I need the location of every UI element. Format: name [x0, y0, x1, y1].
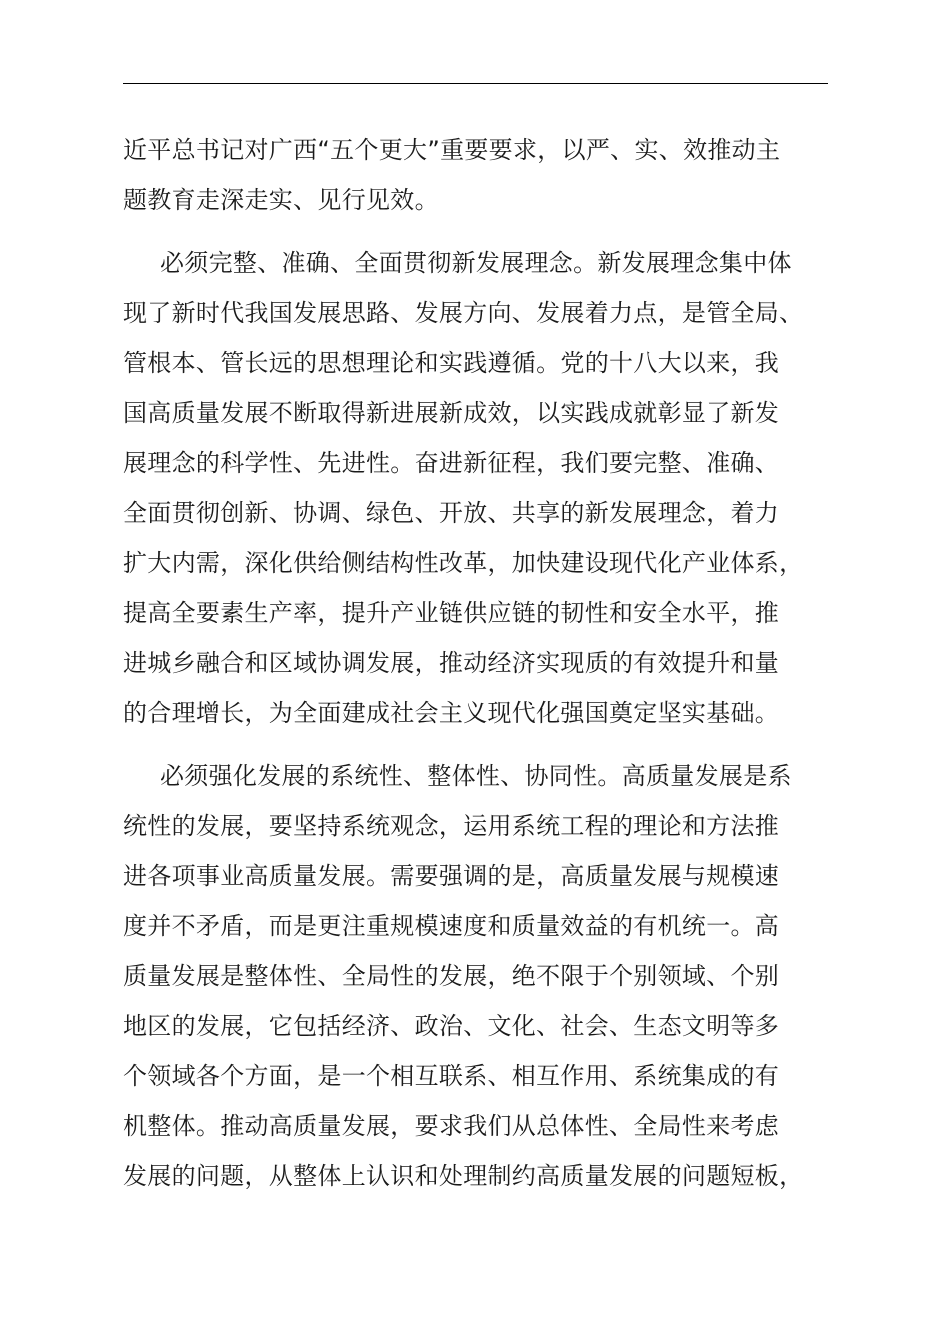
text-line: 近平总书记对广西“五个更大”重要要求，以严、实、效推动主: [123, 136, 781, 164]
text-line: 必须完整、准确、全面贯彻新发展理念。新发展理念集中体: [160, 249, 792, 277]
text-line: 题教育走深走实、见行见效。: [123, 186, 439, 214]
text-line: 度并不矛盾，而是更注重规模速度和质量效益的有机统一。高: [123, 912, 780, 940]
paragraph-gap: [123, 225, 851, 238]
text-line: 扩大内需，深化供给侧结构性改革，加快建设现代化产业体系，: [123, 549, 804, 577]
text-line: 质量发展是整体性、全局性的发展，绝不限于个别领域、个别: [123, 962, 780, 990]
paragraph-2: [123, 238, 851, 738]
text-line: 提高全要素生产率，提升产业链供应链的韧性和安全水平，推: [123, 599, 780, 627]
header-rule: [123, 83, 828, 84]
paragraph-gap: [123, 738, 851, 751]
text-line: 进城乡融合和区域协调发展，推动经济实现质的有效提升和量: [123, 649, 780, 677]
text-line: 统性的发展，要坚持系统观念，运用系统工程的理论和方法推: [123, 812, 780, 840]
text-line: 发展的问题，从整体上认识和处理制约高质量发展的问题短板，: [123, 1162, 804, 1190]
text-line: 管根本、管长远的思想理论和实践遵循。党的十八大以来，我: [123, 349, 780, 377]
text-line: 展理念的科学性、先进性。奋进新征程，我们要完整、准确、: [123, 449, 780, 477]
text-line: 国高质量发展不断取得新进展新成效，以实践成就彰显了新发: [123, 399, 780, 427]
text-line: 地区的发展，它包括经济、政治、文化、社会、生态文明等多: [123, 1012, 780, 1040]
text-line: 进各项事业高质量发展。需要强调的是，高质量发展与规模速: [123, 862, 780, 890]
paragraph-1: [123, 125, 851, 225]
text-line: 必须强化发展的系统性、整体性、协同性。高质量发展是系: [160, 762, 792, 790]
text-line: 机整体。推动高质量发展，要求我们从总体性、全局性来考虑: [123, 1112, 780, 1140]
text-line: 现了新时代我国发展思路、发展方向、发展着力点，是管全局、: [123, 299, 804, 327]
text-line: 全面贯彻创新、协调、绿色、开放、共享的新发展理念，着力: [123, 499, 780, 527]
paragraph-3: [123, 751, 851, 1201]
document-body: [123, 125, 851, 1201]
text-line: 的合理增长，为全面建成社会主义现代化强国奠定坚实基础。: [123, 699, 780, 727]
text-line: 个领域各个方面，是一个相互联系、相互作用、系统集成的有: [123, 1062, 780, 1090]
